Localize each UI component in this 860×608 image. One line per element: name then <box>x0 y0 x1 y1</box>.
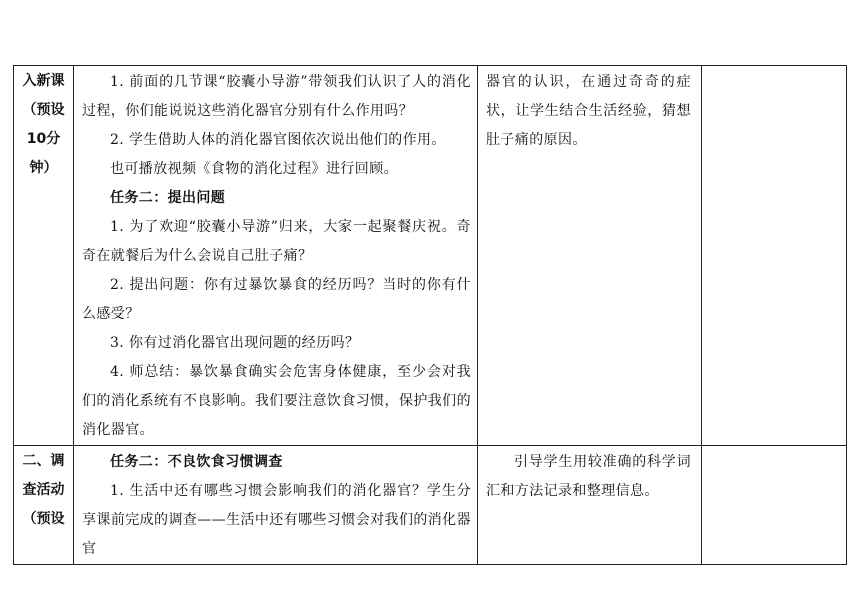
intent-cell <box>478 66 702 446</box>
stage-line: 查活动 <box>22 482 65 498</box>
activity-paragraph: 1. 生活中还有哪些习惯会影响我们的消化器官？学生分享课前完成的调查——生活中还有哪些习惯会对我们的消化器官 <box>82 483 471 557</box>
activity-cell <box>74 66 478 446</box>
activity-paragraph: 2. 学生借助人体的消化器官图依次说出他们的作用。 <box>110 132 446 148</box>
activity-paragraph: 1. 前面的几节课“胶囊小导游”带领我们认识了人的消化过程，你们能说说这些消化器官分别有什么作用吗？ <box>82 74 471 119</box>
design-intent-text: 引导学生用较准确的科学词汇和方法记录和整理信息。 <box>486 454 691 499</box>
stage-cell <box>14 446 74 565</box>
lesson-plan-table <box>13 65 847 565</box>
table-row <box>14 66 847 446</box>
activity-cell <box>74 446 478 565</box>
activity-paragraph: 1. 为了欢迎“胶囊小导游”归来，大家一起聚餐庆祝。奇奇在就餐后为什么会说自己肚子痛？ <box>82 219 471 264</box>
intent-cell <box>478 446 702 565</box>
stage-line: 二、调 <box>22 453 65 469</box>
stage-line: 10分 <box>26 131 61 147</box>
activity-paragraph: 2. 提出问题：你有过暴饮暴食的经历吗？当时的你有什么感受？ <box>82 277 471 322</box>
activity-paragraph: 3. 你有过消化器官出现问题的经历吗？ <box>110 335 360 351</box>
blank-cell <box>702 446 847 565</box>
stage-cell <box>14 66 74 446</box>
stage-line: （预设 <box>22 102 65 118</box>
blank-cell <box>702 66 847 446</box>
design-intent-text: 器官的认识，在通过奇奇的症状，让学生结合生活经验，猜想肚子痛的原因。 <box>486 74 691 148</box>
stage-label <box>14 446 73 534</box>
stage-line: 钟） <box>29 160 58 176</box>
stage-line: （预设 <box>22 511 65 527</box>
stage-line: 入新课 <box>22 73 65 89</box>
table-row <box>14 446 847 565</box>
stage-label <box>14 66 73 183</box>
task-heading: 任务二：提出问题 <box>110 190 226 206</box>
activity-paragraph: 也可播放视频《食物的消化过程》进行回顾。 <box>110 161 398 177</box>
task-heading: 任务二：不良饮食习惯调查 <box>110 454 283 470</box>
activity-paragraph: 4. 师总结：暴饮暴食确实会危害身体健康，至少会对我们的消化系统有不良影响。我们要注意饮食习惯，保护我们的消化器官。 <box>82 364 471 438</box>
